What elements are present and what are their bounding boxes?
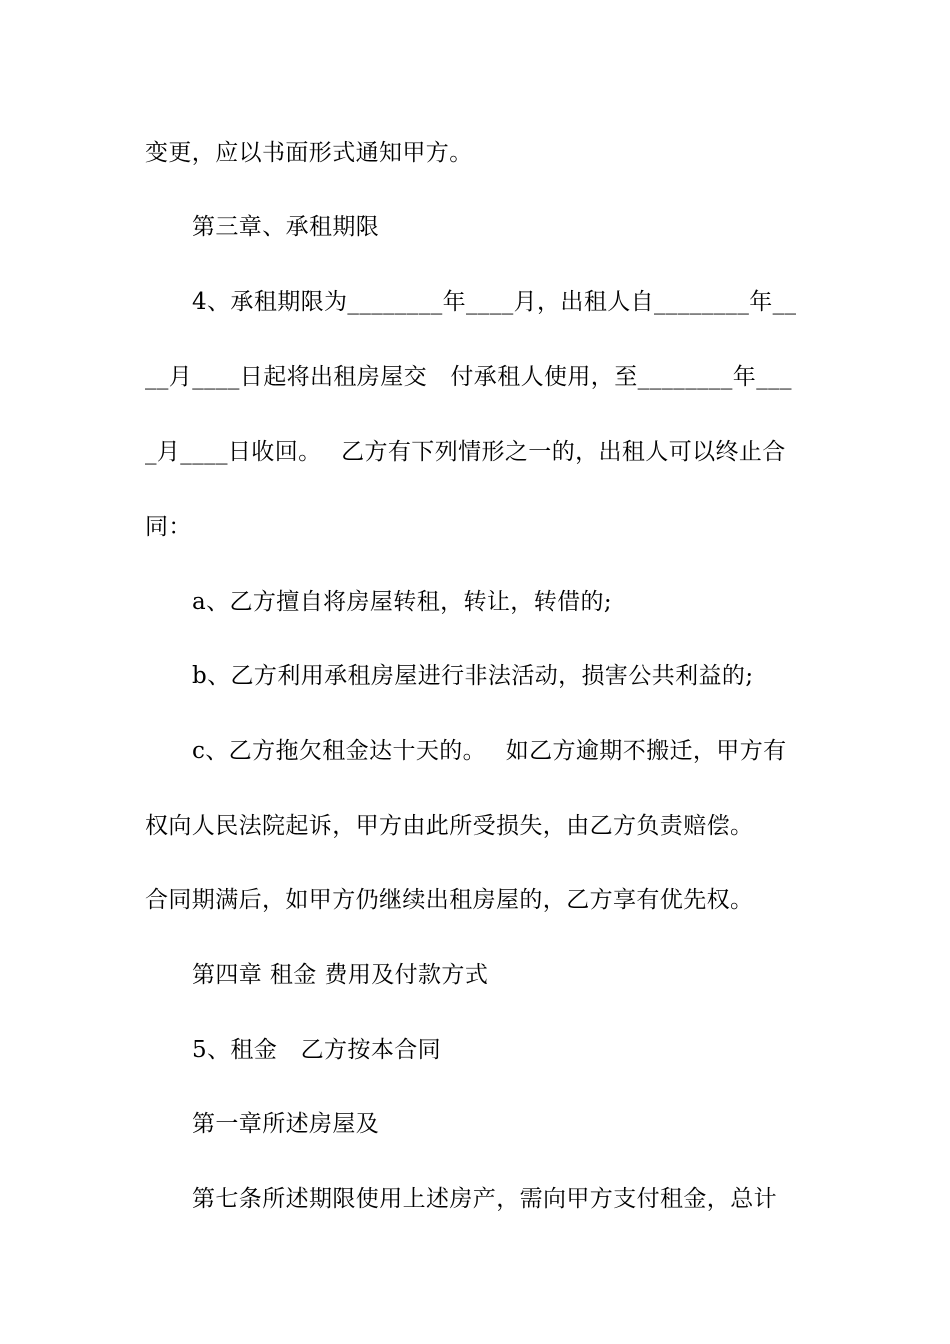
clause-5-line-3: 第七条所述期限使用上述房产，需向甲方支付租金，总计: [192, 1186, 777, 1212]
condition-c-line-2: 权向人民法院起诉，甲方由此所受损失，由乙方负责赔偿。: [145, 813, 754, 839]
clause-5-line-2: 第一章所述房屋及: [192, 1111, 380, 1137]
clause-5-line-1: 5、租金 乙方按本合同: [192, 1037, 442, 1063]
clause-4-line-3: _月____日收回。 乙方有下列情形之一的，出租人可以终止合: [145, 439, 786, 465]
clause-4-line-1: 4、承租期限为________年____月，出租人自________年__: [192, 289, 797, 315]
chapter-heading-4: 第四章 租金 费用及付款方式: [192, 962, 489, 988]
renewal-priority-line: 合同期满后，如甲方仍继续出租房屋的，乙方享有优先权。: [145, 887, 754, 913]
condition-b: b、乙方利用承租房屋进行非法活动，损害公共利益的;: [192, 663, 754, 689]
clause-4-line-2: __月____日起将出租房屋交 付承租人使用，至________年___: [145, 364, 792, 390]
paragraph-line-1: 变更，应以书面形式通知甲方。: [145, 140, 473, 166]
chapter-heading-3: 第三章、承租期限: [192, 214, 380, 240]
condition-a: a、乙方擅自将房屋转租，转让，转借的;: [192, 589, 613, 615]
condition-c-line-1: c、乙方拖欠租金达十天的。 如乙方逾期不搬迁，甲方有: [192, 738, 787, 764]
clause-4-line-4: 同：: [145, 514, 192, 540]
